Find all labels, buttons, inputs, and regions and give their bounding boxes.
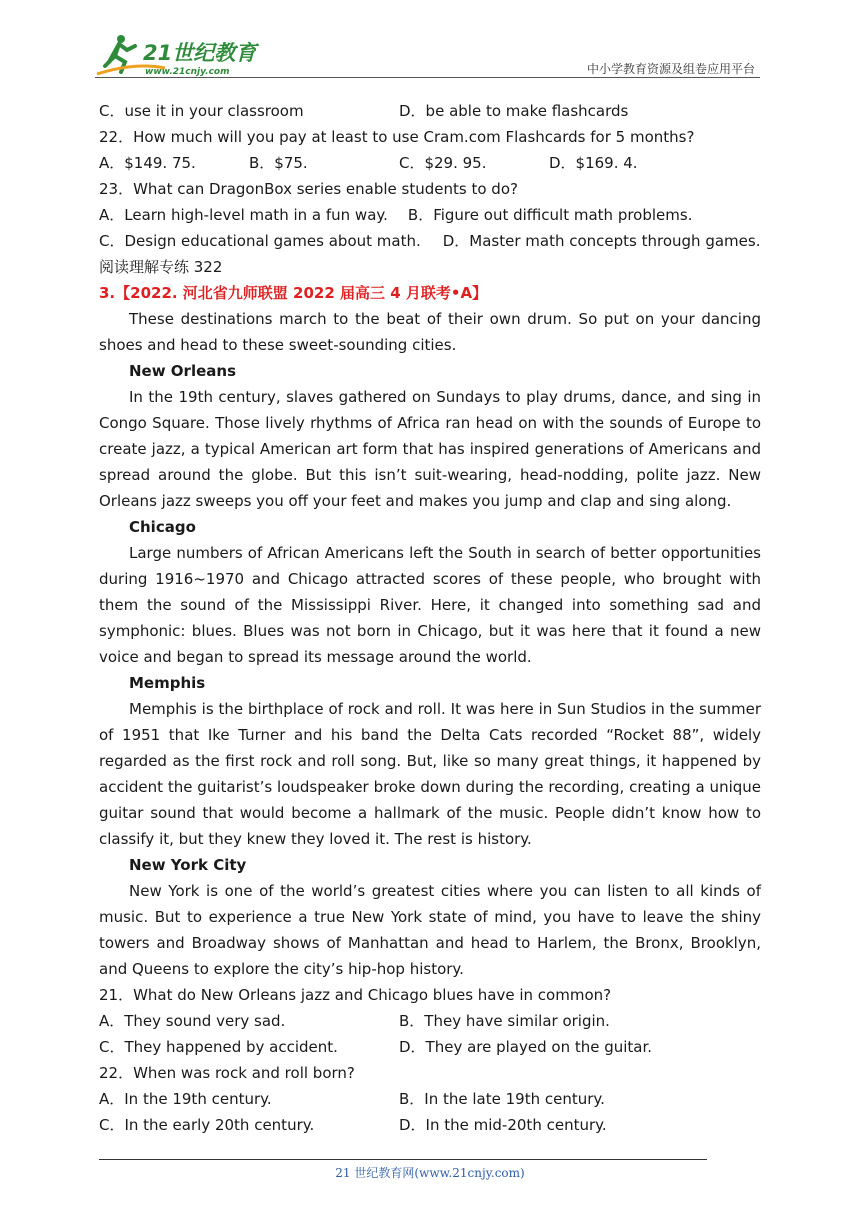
option-d: D．In the mid-20th century. — [399, 1116, 607, 1134]
option-b: B．Figure out difficult math problems. — [407, 206, 693, 224]
city-paragraph: Memphis is the birthplace of rock and roll. It was here in Sun Studios in the summer of 1951 that Ike Turner and his band the Delta Cats recorded “Rocket 88”, widely regarded as the first rock and roll song. But, like so many great things, it happened by accident the guitarist’s loudspeaker broke down during the recording, creating a unique guitar sound that would become a hallmark of the music. People didn’t know how to classify it, but they knew they loved it. The rest is history. — [99, 700, 761, 848]
question-23: 23．What can DragonBox series enable students to do? — [99, 180, 518, 198]
option-c: C．In the early 20th century. — [99, 1116, 315, 1134]
question-22-options — [99, 150, 761, 176]
question-22-options-ab — [99, 1086, 761, 1112]
footer-divider — [99, 1159, 707, 1160]
option-d: D．$169. 4. — [549, 154, 638, 172]
city-paragraph: Large numbers of African Americans left the South in search of better opportunities during 1916~1970 and Chicago attracted scores of these people, who brought with them the sound of the Mississippi River. Here, it changed into something sad and symphonic: blues. Blues was not born in Chicago, but it was here that it found a new voice and began to spread its message around the world. — [99, 544, 761, 666]
option-d: D．Master math concepts through games. — [442, 232, 761, 250]
option-c: C．use it in your classroom — [99, 102, 304, 120]
prev-options-cd — [99, 98, 761, 124]
option-a: A．They sound very sad. — [99, 1012, 286, 1030]
city-heading: Chicago — [129, 518, 196, 536]
platform-name: 中小学教育资源及组卷应用平台 — [586, 62, 755, 76]
question-23-options-ab — [99, 202, 761, 228]
option-a: A．Learn high-level math in a fun way. — [99, 206, 388, 224]
question-22: 22．When was rock and roll born? — [99, 1064, 355, 1082]
page-header — [95, 28, 760, 80]
svg-text:21世纪教育: 21世纪教育 — [143, 41, 257, 65]
passage-intro: These destinations march to the beat of their own drum. So put on your dancing shoes and head to these sweet-sounding cities. — [99, 310, 761, 354]
city-heading: New Orleans — [129, 362, 236, 380]
city-paragraph: New York is one of the world’s greatest cities where you can listen to all kinds of music. But to experience a true New York state of mind, you have to leave the shiny towers and Broadway shows of Manhattan and head to Harlem, the Bronx, Brooklyn, and Queens to explore the city’s hip-hop history. — [99, 882, 761, 978]
city-paragraph: In the 19th century, slaves gathered on Sundays to play drums, dance, and sing in Congo Square. Those lively rhythms of Africa ran head on with the sounds of Europe to create jazz, a typical American art form that has inspired generations of Americans and spread around the globe. But this isn’t suit-wearing, head-nodding, polite jazz. New Orleans jazz sweeps you off your feet and makes you jump and clap and sing along. — [99, 388, 761, 510]
option-a: A．$149. 75. — [99, 154, 196, 172]
svg-text:www.21cnjy.com: www.21cnjy.com — [145, 67, 230, 76]
question-21-options-ab — [99, 1008, 761, 1034]
passage-source: 3.【2022. 河北省九师联盟 2022 届高三 4 月联考•A】 — [99, 284, 488, 302]
question-22-options-cd — [99, 1112, 761, 1138]
option-c: C．Design educational games about math. — [99, 232, 421, 250]
option-d: D．be able to make flashcards — [399, 102, 629, 120]
question-23-options-cd — [99, 228, 761, 254]
city-heading: Memphis — [129, 674, 206, 692]
header-divider — [95, 77, 760, 78]
option-a: A．In the 19th century. — [99, 1090, 272, 1108]
option-c: C．$29. 95. — [399, 154, 487, 172]
site-logo — [95, 32, 260, 76]
option-c: C．They happened by accident. — [99, 1038, 338, 1056]
question-21-options-cd — [99, 1034, 761, 1060]
option-b: B．In the late 19th century. — [399, 1090, 605, 1108]
section-title: 阅读理解专练 322 — [99, 258, 223, 276]
question-21: 21．What do New Orleans jazz and Chicago blues have in common? — [99, 986, 612, 1004]
city-heading: New York City — [129, 856, 247, 874]
document-body — [99, 98, 761, 1138]
option-d: D．They are played on the guitar. — [399, 1038, 653, 1056]
option-b: B．They have similar origin. — [399, 1012, 610, 1030]
page-footer: 21 世纪教育网(www.21cnjy.com) — [335, 1166, 525, 1180]
question-22-prev: 22．How much will you pay at least to use Cram.com Flashcards for 5 months? — [99, 128, 695, 146]
option-b: B．$75. — [249, 154, 308, 172]
